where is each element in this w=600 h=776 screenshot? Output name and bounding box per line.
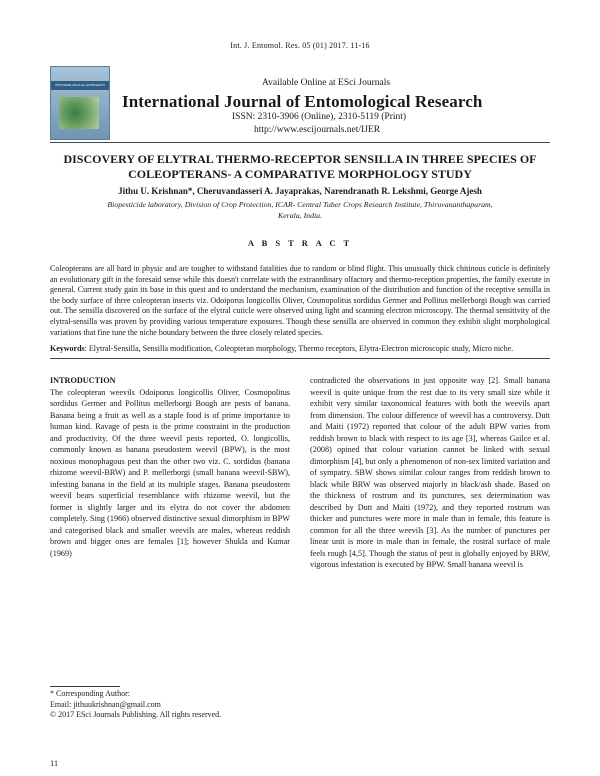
paper-title-line-2: COLEOPTERANS- A COMPARATIVE MORPHOLOGY STUDY [128,167,472,181]
journal-url[interactable]: http://www.escijournals.net/IJER [254,125,381,135]
issn-line: ISSN: 2310-3906 (Online), 2310-5119 (Print) [232,112,407,122]
footnote-rule [50,686,120,687]
affiliation-line-1: Biopesticide laboratory, Division of Crop Protection, ICAR- Central Tuber Crops Research Institute, Thiruvananthapuram, [107,200,493,209]
journal-title: International Journal of Entomological Research [122,92,483,111]
keywords [50,344,550,355]
header-rule [50,142,550,143]
affiliation [50,199,550,221]
cover-insect-image [59,97,99,129]
footnote [50,689,290,721]
introduction-paragraph-left: The coleopteran weevils Odoiporus longicollis Oliver, Cosmopolitus sordidus Germer and Pollitus mellerborgi Bough are pests of banana. Banana being a fruit as well as a staple food is of prime importance to human kind. Ravage of pests is the prime constraint in the production and productivity. Of the three weevil pests reported, O. longicollis, commonly known as banana pseudostem weevil (BPW), is the most noxious monophagous pest than the other two viz. C. sordidus (banana rhizome weevil-BRW) and P. mellerborgi (small banana weevil-SBW), infesting banana in the field at its multiple stages. Banana pseudostem weevil bears superficial resemblance with rhizome weevil, but the former is slightly larger and its elytra do not cover the abdomen completely. Sing (1966) observed distinctive sexual dimorphism in BPW and categorised black and smaller weevils are males, whereas reddish brown and bigger ones are females [1]; however Shukla and Kumar (1969) [50,387,290,558]
keywords-label: Keywords [50,344,85,353]
body-left-column [50,375,290,559]
affiliation-line-2: Kerala, India. [278,211,322,220]
author-list: Jithu U. Krishnan*, Cheruvandasseri A. Jayaprakas, Narendranath R. Lekshmi, George Ajesh [118,186,482,196]
journal-cover-thumbnail [50,66,110,140]
keywords-list: : Elytral-Sensilla, Sensilla modification, Coleopteran morphology, Thermo receptors, Elytra-Electron microscopic study, Micro niche. [84,344,514,353]
availability-line: Available Online at ESci Journals [262,78,391,88]
paper-title-line-1: DISCOVERY OF ELYTRAL THERMO-RECEPTOR SENSILLA IN THREE SPECIES OF [63,152,537,166]
running-head: Int. J. Entomol. Res. 05 (01) 2017. 11-16 [230,41,370,50]
cover-title-band: ENTOMOLOGICAL RESEARCH [51,81,109,90]
corresponding-author-label: * Corresponding Author: [50,689,130,698]
introduction-heading: INTRODUCTION [50,376,116,385]
abstract-text: Coleopterans are all hard in physic and are tougher to withstand fatalities due to random or blind flight. This unusually thick chitinous cuticle is definitely an evolutionary gift in the foresaid sense while this doesn't correlate with the extraordinary olfactory and thermo-reception properties, the family execute in general. Current study gain its base in this quest and to understand the mechanism, examination of the distribution and function of the receptive sensilla in the body surface of three coleopteran insects viz. Odoiporus longicollis Oliver, Cosmopolitus sordidus Germer and Pollitus mellerborgi Bough was carried out. The sensilla discovered on the surface of the elytral cuticle were observed using light and scanning electron microscopy. The thermal sensitivity of the elytral-sensilla was proven by providing various temperature exposures. Though these sensilla are observed in common they exhibit slight morphological variations that fine tune the niche boundary between the three closely related species. [50,264,550,337]
body-right-column [310,375,550,571]
copyright-line: © 2017 ESci Journals Publishing. All rights reserved. [50,710,222,719]
abstract-bottom-rule [50,358,550,359]
corresponding-email[interactable]: Email: jithuukrishnan@gmail.com [50,699,161,709]
paper-title [50,152,550,182]
introduction-paragraph-right: contradicted the observations in just opposite way [2]. Small banana weevil is quite unique from the rest due to its very small size while it exhibit very similar taxonomical features with both the weevils apart from dimension. The colour difference of weevil has a controversy. Dutt and Maiti (1972) reported that colour of the adult BPW varies from reddish brown to black with respect to its age [3], whereas Gailce et al. (2008) opined that colour variation cannot be linked with sexual dimorphism [4], but only a phenomenon of non-sex limited variation and of sympatry. SBW shows similar colour ranges from reddish brown to black while BRW was observed majorly in black/ash shade. Based on the thickness of rostrum and its punctures, sex determination was described by Dutt and Maiti (1972), and they reported rostrum was thicker and punctures were more in male than in female, this feature is common for all the three weevils [3]. As the number of punctures per linear unit is more in male than in female, the rostral surface of male feels rough [4,5]. Though the status of pest is globally enjoyed by BRW, vigorous infestation is executed by BPW. Small banana weevil is [310,376,550,569]
page-number: 11 [50,758,59,768]
abstract-heading: A B S T R A C T [247,238,353,248]
